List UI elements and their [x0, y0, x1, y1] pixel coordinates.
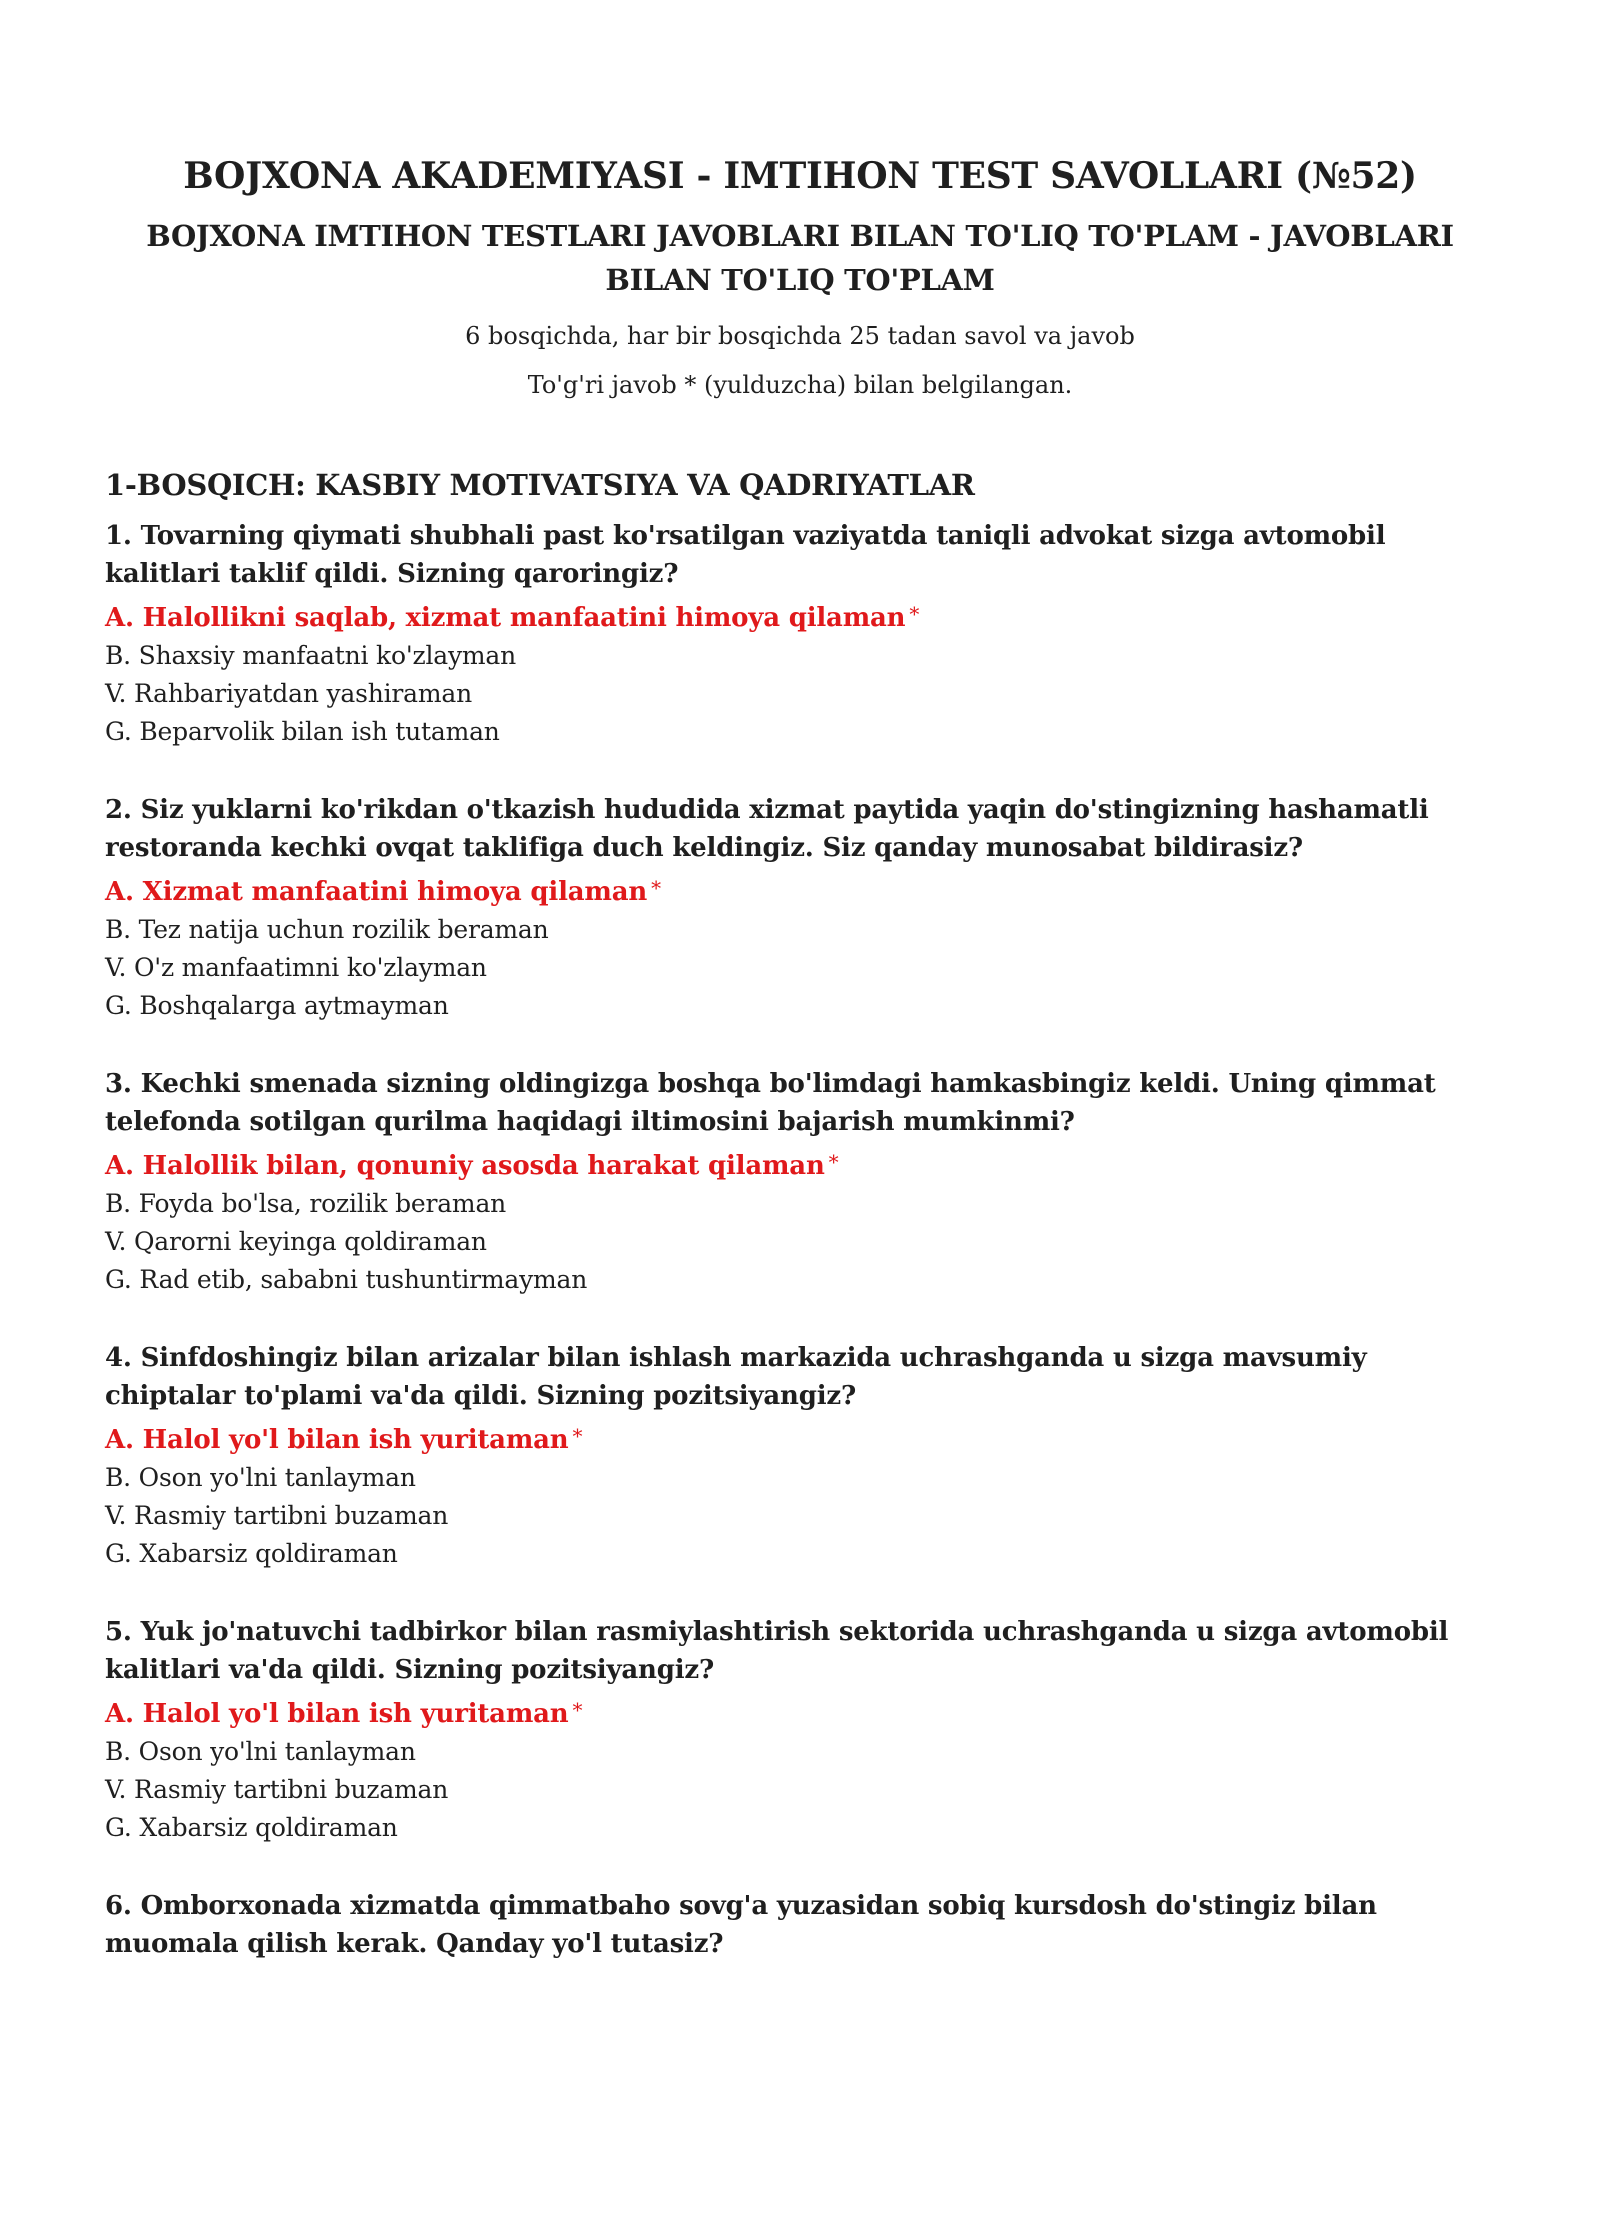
answer-option: G. Beparvolik bilan ish tutaman [105, 717, 500, 746]
document-subtitle: BOJXONA IMTIHON TESTLARI JAVOBLARI BILAN TO'LIQ TO'PLAM - JAVOBLARI BILAN TO'LIQ TO'PLAM [146, 219, 1454, 297]
question-text: 3. Kechki smenada sizning oldingizga boshqa bo'limdagi hamkasbingiz keldi. Uning qimmat telefonda sotilgan qurilma haqidagi iltimosini bajarish mumkinmi? [105, 1069, 1436, 1137]
question-2 [105, 791, 1495, 1025]
section-heading: 1-BOSQICH: KASBIY MOTIVATSIYA VA QADRIYATLAR [105, 468, 975, 502]
question-text: 1. Tovarning qiymati shubhali past ko'rsatilgan vaziyatda taniqli advokat sizga avtomobil kalitlari taklif qildi. Sizning qaroringiz? [105, 521, 1386, 589]
answer-option: V. Rahbariyatdan yashiraman [105, 679, 472, 708]
correct-answer [105, 1691, 1495, 1733]
correct-star-marker: * [651, 876, 661, 900]
correct-answer [105, 1143, 1495, 1185]
question-text: 4. Sinfdoshingiz bilan arizalar bilan ishlash markazida uchrashganda u sizga mavsumiy chiptalar to'plami va'da qildi. Sizning pozitsiyangiz? [105, 1343, 1367, 1411]
correct-star-marker: * [909, 602, 920, 626]
answer-label: A. Halol yo'l bilan ish yuritaman [105, 1425, 569, 1455]
answer-option: V. O'z manfaatimni ko'zlayman [105, 953, 487, 982]
correct-star-marker: * [572, 1424, 583, 1448]
answer-label: A. Halollikni saqlab, xizmat manfaatini himoya qilaman [105, 603, 906, 633]
answer-option: G. Boshqalarga aytmayman [105, 991, 449, 1020]
answer-label: A. Xizmat manfaatini himoya qilaman [105, 877, 648, 907]
correct-answer [105, 1417, 1495, 1459]
correct-answer [105, 595, 1495, 637]
answer-option: B. Shaxsiy manfaatni ko'zlayman [105, 641, 517, 670]
answer-option: G. Xabarsiz qoldiraman [105, 1813, 398, 1842]
answer-option: B. Foyda bo'lsa, rozilik beraman [105, 1189, 507, 1218]
answer-option: B. Oson yo'lni tanlayman [105, 1463, 416, 1492]
question-5 [105, 1613, 1495, 1847]
question-4 [105, 1339, 1495, 1573]
answer-option: G. Rad etib, sababni tushuntirmayman [105, 1265, 588, 1294]
answer-option: V. Rasmiy tartibni buzaman [105, 1501, 449, 1530]
question-3 [105, 1065, 1495, 1299]
answer-option: V. Rasmiy tartibni buzaman [105, 1775, 449, 1804]
question-6 [105, 1887, 1495, 1963]
correct-answer [105, 869, 1495, 911]
intro-line-1: 6 bosqichda, har bir bosqichda 25 tadan savol va javob [465, 322, 1135, 350]
answer-label: A. Halol yo'l bilan ish yuritaman [105, 1699, 569, 1729]
answer-option: V. Qarorni keyinga qoldiraman [105, 1227, 487, 1256]
question-text: 5. Yuk jo'natuvchi tadbirkor bilan rasmiylashtirish sektorida uchrashganda u sizga avtomobil kalitlari va'da qildi. Sizning pozitsiyangiz? [105, 1617, 1449, 1685]
correct-star-marker: * [828, 1150, 839, 1174]
question-1 [105, 517, 1495, 751]
question-text: 2. Siz yuklarni ko'rikdan o'tkazish hududida xizmat paytida yaqin do'stingizning hashamatli restoranda kechki ovqat taklifiga duch keldingiz. Siz qanday munosabat bildirasiz? [105, 795, 1429, 863]
document-title: BOJXONA AKADEMIYASI - IMTIHON TEST SAVOLLARI (№52) [183, 155, 1417, 197]
question-text: 6. Omborxonada xizmatda qimmatbaho sovg'a yuzasidan sobiq kursdosh do'stingiz bilan muomala qilish kerak. Qanday yo'l tutasiz? [105, 1891, 1377, 1959]
answer-option: G. Xabarsiz qoldiraman [105, 1539, 398, 1568]
answer-option: B. Tez natija uchun rozilik beraman [105, 915, 549, 944]
answer-option: B. Oson yo'lni tanlayman [105, 1737, 416, 1766]
correct-star-marker: * [572, 1698, 583, 1722]
answer-label: A. Halollik bilan, qonuniy asosda harakat qilaman [105, 1151, 825, 1181]
document-page [0, 152, 1600, 2222]
document-header [105, 152, 1495, 405]
intro-line-2: To'g'ri javob * (yulduzcha) bilan belgilangan. [527, 371, 1073, 399]
